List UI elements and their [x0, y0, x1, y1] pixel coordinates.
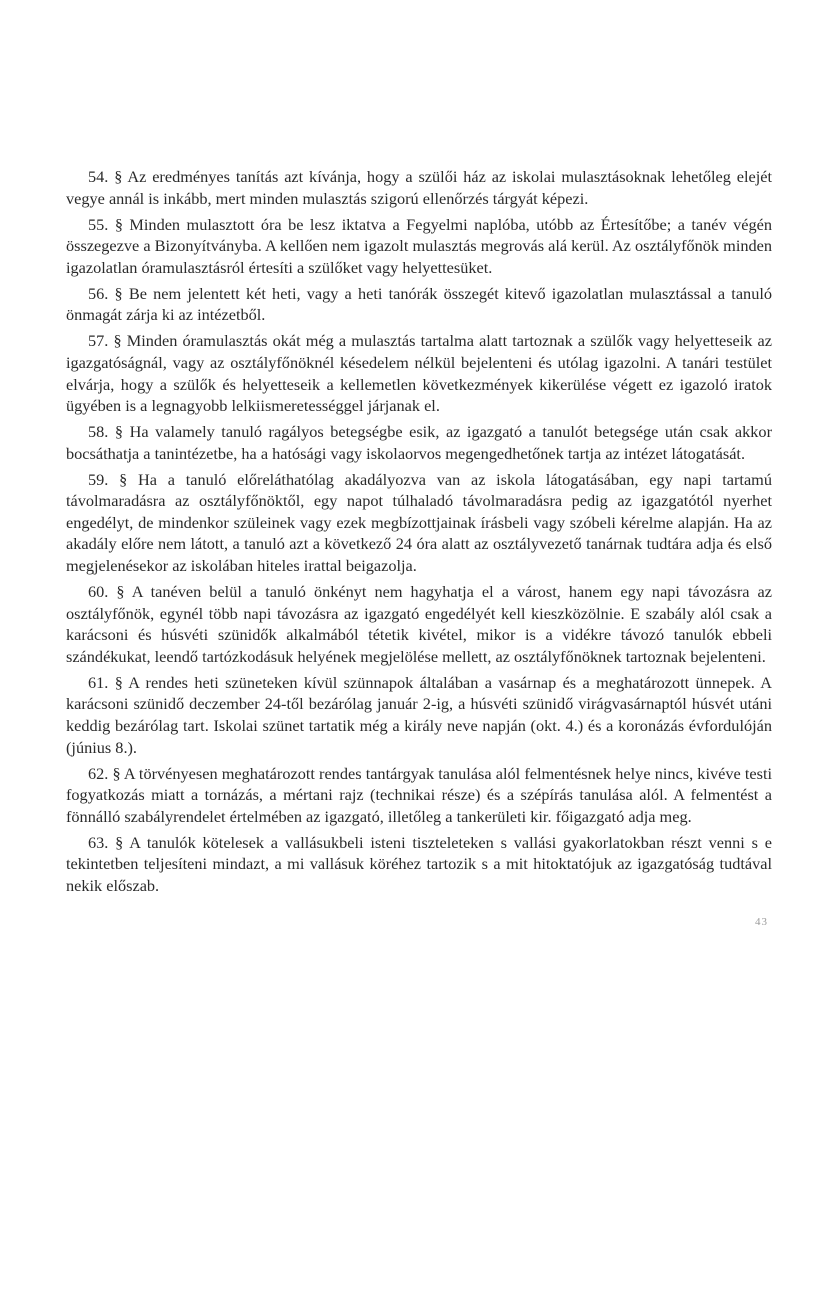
paragraph-60: 60. § A tanéven belül a tanuló önkényt nem hagyhatja el a várost, hanem egy napi távozásra az osztályfőnök, egynél több napi távozásra az igazgató engedélyét kell kieszközölnie. E szabály alól csak a karácsoni és húsvéti szünidők alkalmából tétetik kivétel, mikor is a vidékre távozó tanulók ebbeli szándékukat, leendő tartózkodásuk helyének megjelölése mellett, az osztályfőnöknek tartoznak bejelenteni. — [66, 582, 772, 666]
paragraph-55: 55. § Minden mulasztott óra be lesz iktatva a Fegyelmi naplóba, utóbb az Értesítőbe; a tanév végén összegezve a Bizonyítványba. A kellően nem igazolt mulasztás megrovás alá kerül. Az osztályfőnök minden igazolatlan óramulasztásról értesíti a szülőket vagy helyettesüket. — [66, 214, 772, 277]
body-text — [66, 166, 772, 901]
paragraph-59: 59. § Ha a tanuló előreláthatólag akadályozva van az iskola látogatásában, egy napi tartamú távolmaradásra az osztályfőnöktől, egy napot túlhaladó távolmaradásra pedig az igazgatótól nyerhet engedélyt, de mindenkor szüleinek vagy ezek megbízottjainak írásbeli vagy szóbeli kérelme alapján. Ha az akadály előre nem látott, a tanuló azt a következő 24 óra alatt az osztályvezető tanárnak tudtára adja és első megjelenésekor az iskolában hiteles irattal beigazolja. — [66, 469, 772, 576]
paragraph-62: 62. § A törvényesen meghatározott rendes tantárgyak tanulása alól felmentésnek helye nincs, kivéve testi fogyatkozás miatt a tornázás, a mértani rajz (technikai része) és a szépírás tanulása alól. A felmentést a fönnálló szabályrendelet értelmében az igazgató, illetőleg a tankerületi kir. főigazgató adja meg. — [66, 763, 772, 826]
paragraph-61: 61. § A rendes heti szüneteken kívül szünnapok általában a vasárnap és a meghatározott ünnepek. A karácsoni szünidő deczember 24-től bezárólag január 2-ig, a húsvéti szünidő virágvasárnaptól húsvét utáni keddig bezárólag tart. Iskolai szünet tartatik még a király neve napján (okt. 4.) és a koronázás évfordulóján (június 8.). — [66, 672, 772, 757]
paragraph-58: 58. § Ha valamely tanuló ragályos betegségbe esik, az igazgató a tanulót betegsége után csak akkor bocsáthatja a tanintézetbe, ha a hatósági vagy iskolaorvos megengedhetőnek tartja az intézet látogatását. — [66, 422, 772, 463]
paragraph-63: 63. § A tanulók kötelesek a vallásukbeli isteni tiszteleteken s vallási gyakorlatokban részt venni s e tekintetben teljesíteni mindazt, a mi vallásuk köréhez tartozik s a mit hitoktatójuk az igazgatóság tudtával nekik előszab. — [66, 832, 772, 895]
page-number: 43 — [755, 916, 768, 928]
paragraph-56: 56. § Be nem jelentett két heti, vagy a heti tanórák összegét kitevő igazolatlan mulasztással a tanuló önmagát zárja ki az intézetből. — [66, 283, 772, 325]
paragraph-57: 57. § Minden óramulasztás okát még a mulasztás tartalma alatt tartoznak a szülők vagy helyetteseik az igazgatóságnál, vagy az osztályfőnöknél késedelem nélkül bejelenteni és utólag igazolni. A tanári testület elvárja, hogy a szülők és helyetteseik a kellemetlen következmények kikerülése végett ez igazoló iratok ügyében is a legnagyobb lelkiismeretességgel járjanak el. — [66, 331, 772, 416]
paragraph-54: 54. § Az eredményes tanítás azt kívánja, hogy a szülői ház az iskolai mulasztásoknak lehetőleg elejét vegye annál is inkább, mert minden mulasztás szigorú ellenőrzés tárgyát képezi. — [66, 167, 772, 208]
